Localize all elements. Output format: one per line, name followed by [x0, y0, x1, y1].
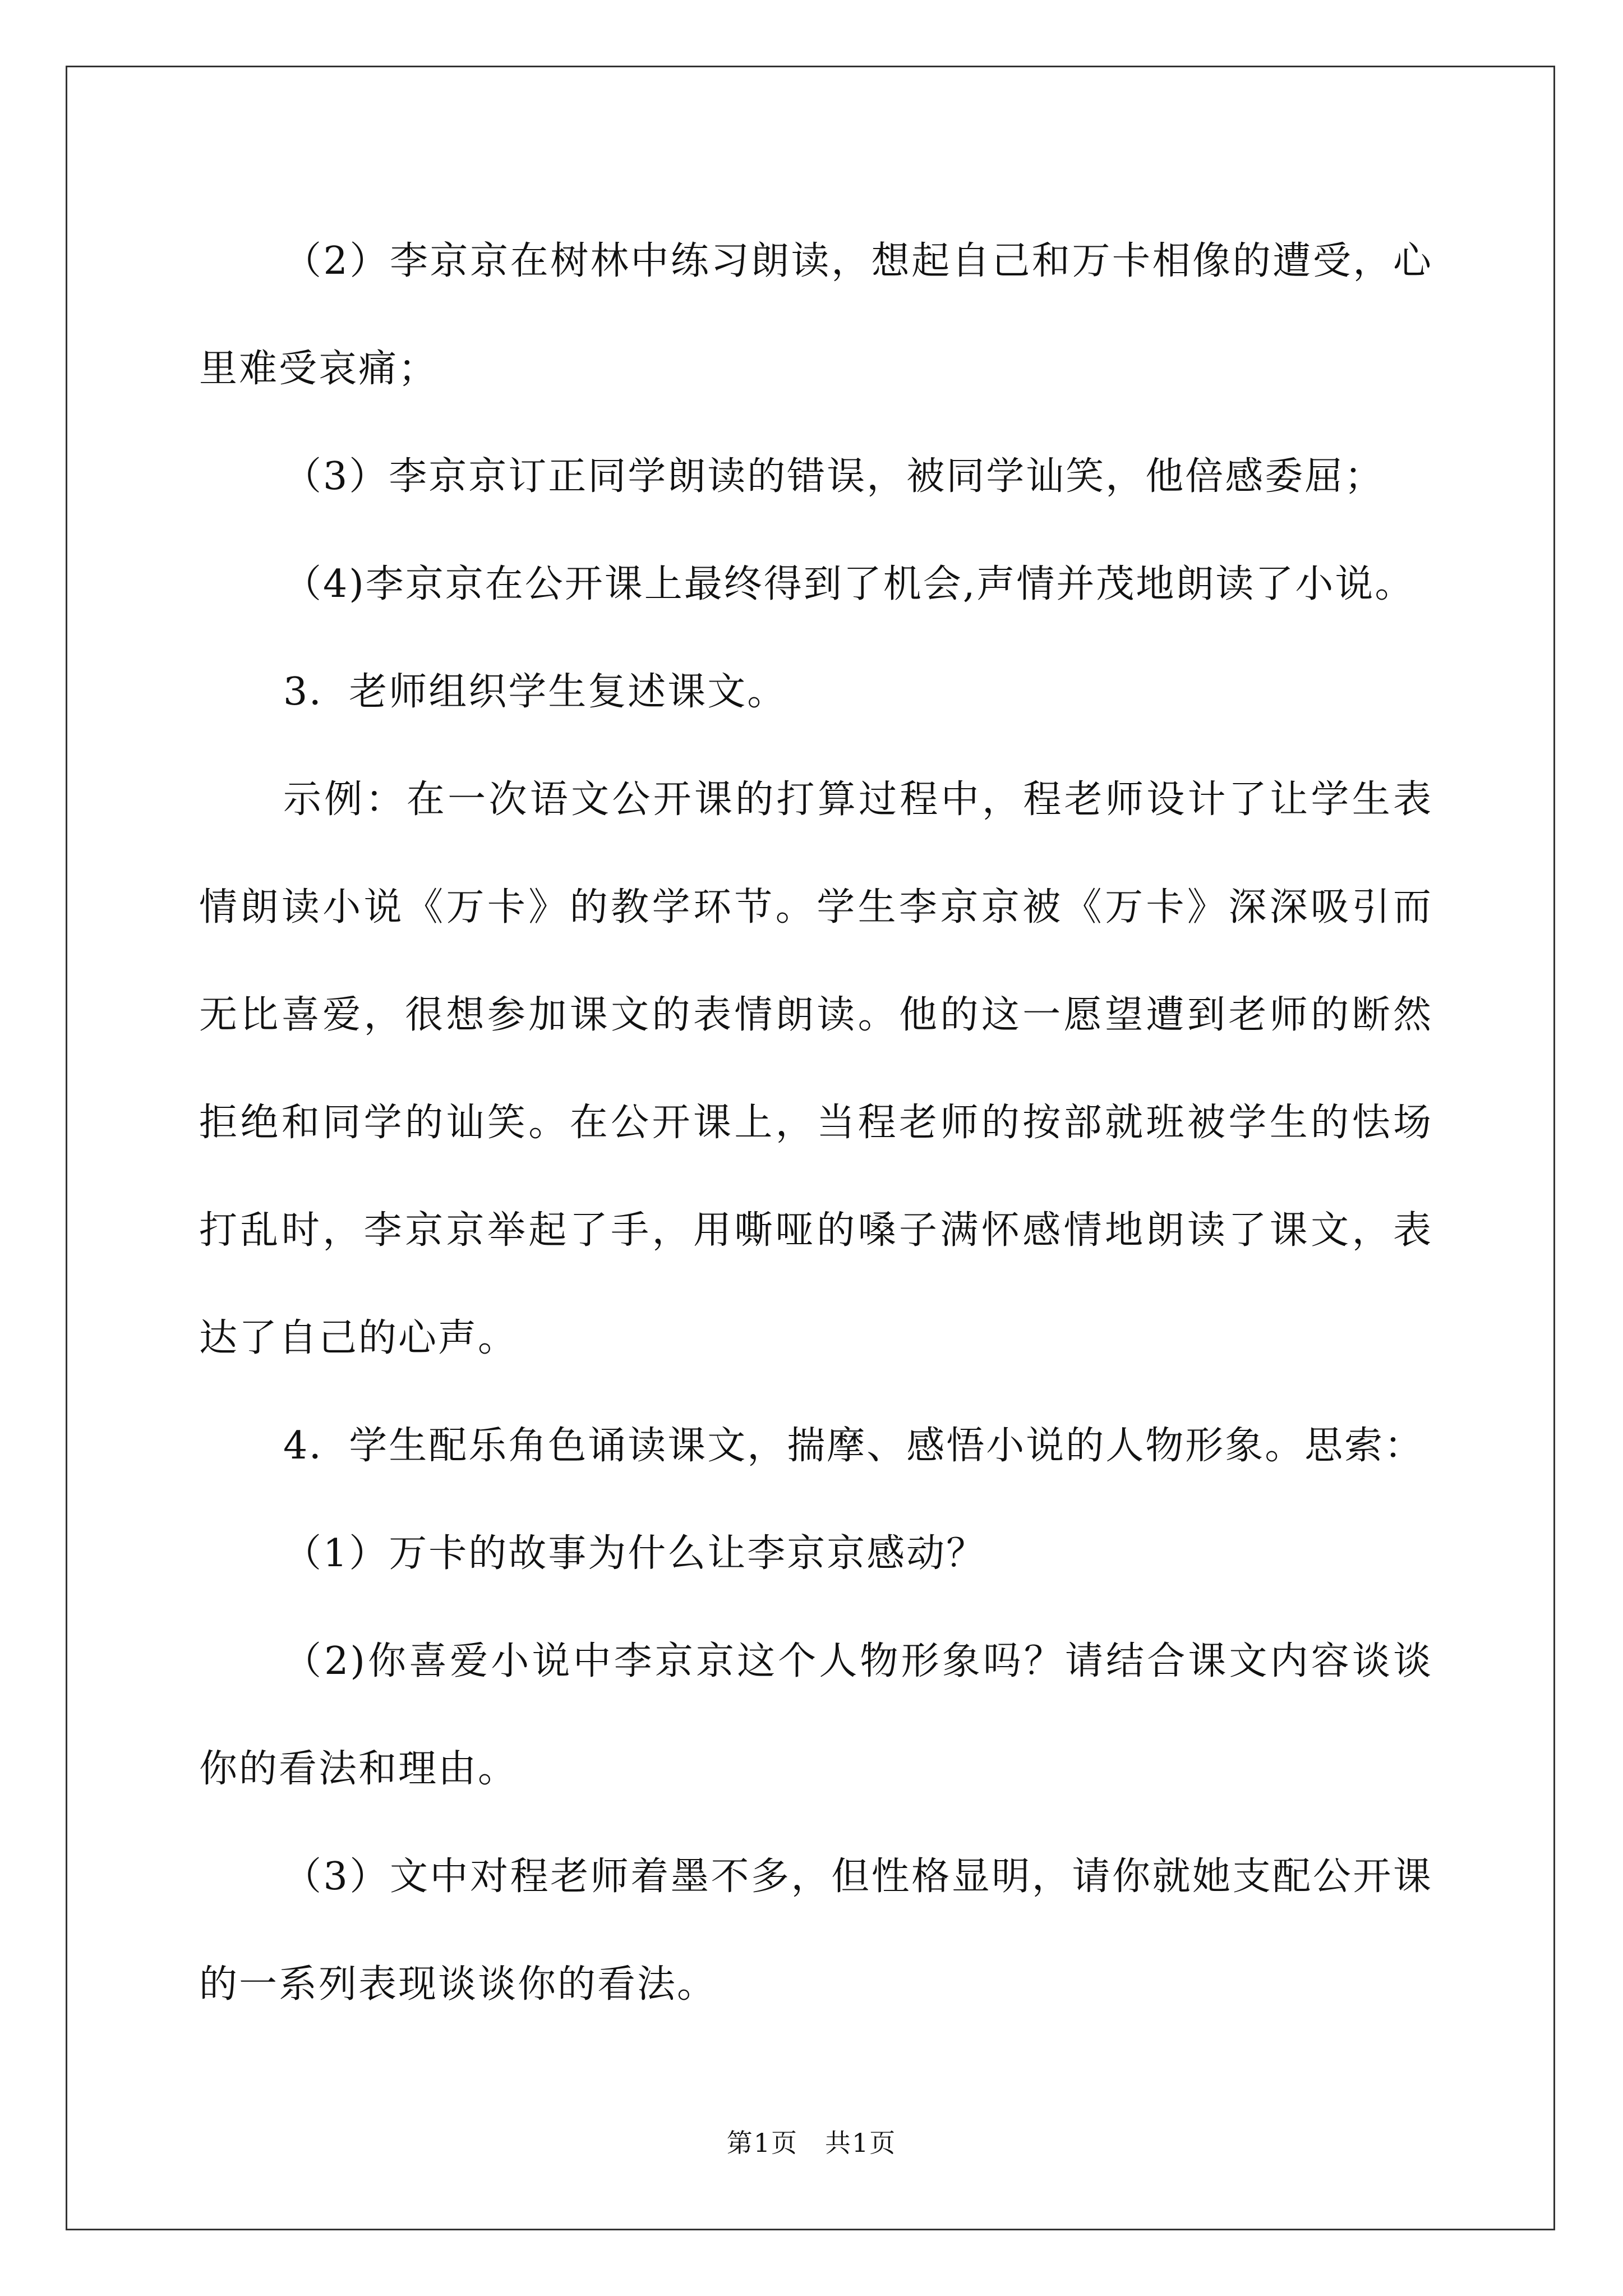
paragraph: 3．老师组织学生复述课文。 [283, 670, 787, 714]
paragraph: 示例：在一次语文公开课的打算过程中，程老师设计了让学生表情朗读小说《万卡》的教学环节。学生李京京被《万卡》深深吸引而无比喜爱，很想参加课文的表情朗读。他的这一愿望遭到老师的断然拒绝和同学的讪笑。在公开课上，当程老师的按部就班被学生的怯场打乱时，李京京举起了手，用嘶哑的嗓子满怀感情地朗读了课文，表达了自己的心声。 [199, 777, 1433, 1360]
document-body [199, 208, 1433, 2039]
paragraph: （2)你喜爱小说中李京京这个人物形象吗？请结合课文内容谈谈你的看法和理由。 [199, 1639, 1433, 1791]
paragraph: （1）万卡的故事为什么让李京京感动？ [283, 1531, 986, 1576]
paragraph: （3）文中对程老师着墨不多，但性格显明，请你就她支配公开课的一系列表现谈谈你的看法。 [199, 1855, 1433, 2007]
paragraph: （2）李京京在树林中练习朗读，想起自己和万卡相像的遭受，心里难受哀痛； [199, 239, 1433, 391]
paragraph: （4)李京京在公开课上最终得到了机会,声情并茂地朗读了小说。 [283, 562, 1415, 606]
paragraph: 4．学生配乐角色诵读课文，揣摩、感悟小说的人物形象。思索： [283, 1424, 1424, 1468]
page-footer: 第1页 共1页 [726, 2128, 897, 2158]
paragraph: （3）李京京订正同学朗读的错误，被同学讪笑，他倍感委屈； [283, 454, 1385, 499]
